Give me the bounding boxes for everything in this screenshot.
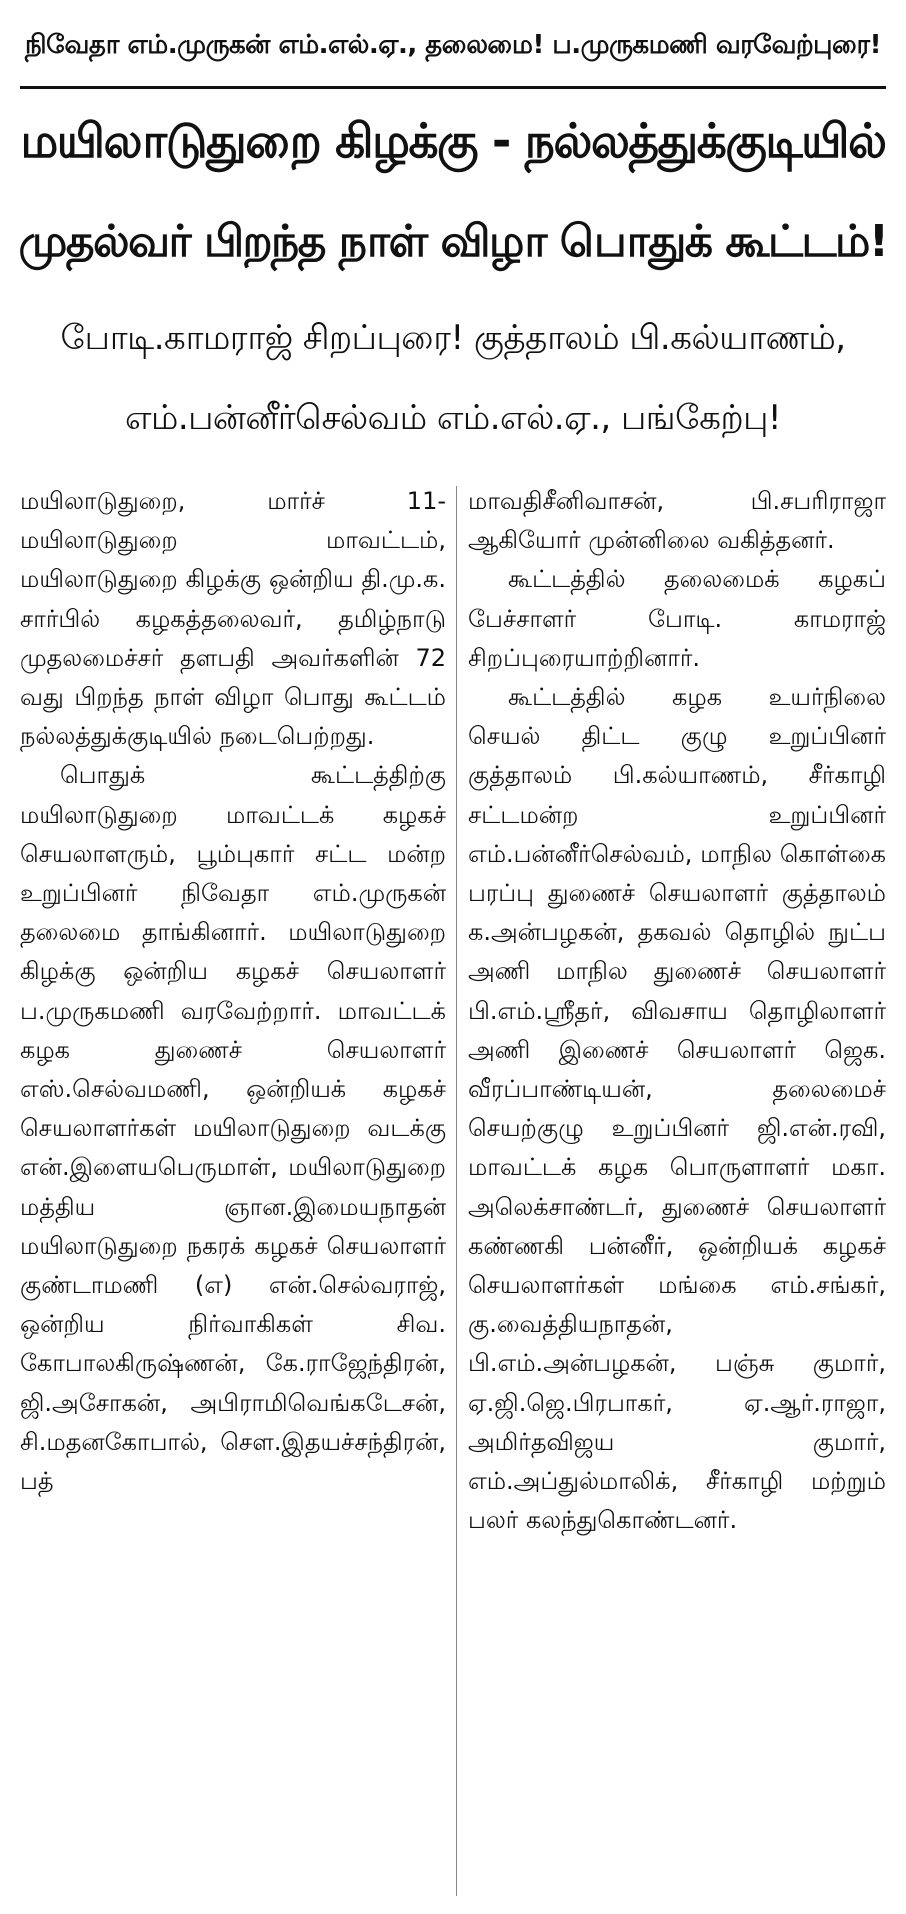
article-column-left [20, 482, 446, 1902]
subhead-line-1: போடி.காமராஜ் சிறப்புரை! குத்தாலம் பி.கல்யாணம், [60, 318, 846, 358]
article-paragraph: மாவதிசீனிவாசன், பி.சபரிராஜா ஆகியோர் முன்னிலை வகித்தனர். [468, 487, 886, 555]
article-paragraph: கூட்டத்தில் கழக உயர்நிலை செயல் திட்ட குழு உறுப்பினர் குத்தாலம் பி.கல்யாணம், சீர்காழி சட்டமன்ற உறுப்பினர் எம்.பன்னீர்செல்வம், மாநில கொள்கை பரப்பு துணைச் செயலாளர் குத்தாலம் க.அன்பழகன், தகவல் தொழில் நுட்ப அணி மாநில துணைச் செயலாளர் பி.எம்.ஸ்ரீதர், விவசாய தொழிலாளர் அணி இணைச் செயலாளர் ஜெக. வீரப்பாண்டியன், தலைமைச் செயற்குழு உறுப்பினர் ஜி.என்.ரவி, மாவட்டக் கழக பொருளாளர் மகா. அலெக்சாண்டர், துணைச் செயலாளர் கண்ணகி பன்னீர், ஒன்றியக் கழகச் செயலாளர்கள் மங்கை எம்.சங்கர், கு.வைத்தியநாதன், பி.எம்.அன்பழகன், பஞ்சு குமார், ஏ.ஜி.ஜெ.பிரபாகர், ஏ.ஆர்.ராஜா, அமிர்தவிஜய குமார், எம்.அப்துல்மாலிக், சீர்காழி மற்றும் பலர் கலந்துகொண்டனர். [468, 683, 886, 1535]
top-rule [20, 86, 886, 89]
headline-line-1: மயிலாடுதுறை கிழக்கு - நல்லத்துக்குடியில் [20, 114, 886, 169]
subhead-line-2: எம்.பன்னீர்செல்வம் எம்.எல்.ஏ., பங்கேற்பு! [124, 398, 782, 438]
column-divider [456, 486, 457, 1896]
headline-line-2: முதல்வர் பிறந்த நாள் விழா பொதுக் கூட்டம்! [18, 216, 888, 267]
article-paragraph: மயிலாடுதுறை, மார்ச் 11- மயிலாடுதுறை மாவட்டம், மயிலாடுதுறை கிழக்கு ஒன்றிய தி.மு.க. சார்பில் கழகத்தலைவர், தமிழ்நாடு முதலமைச்சர் தளபதி அவர்களின் 72 வது பிறந்த நாள் விழா பொது கூட்டம் நல்லத்துக்குடியில் நடைபெற்றது. [20, 487, 446, 751]
article-paragraph: பொதுக் கூட்டத்திற்கு மயிலாடுதுறை மாவட்டக் கழகச் செயலாளரும், பூம்புகார் சட்ட மன்ற உறுப்பினர் நிவேதா எம்.முருகன் தலைமை தாங்கினார். மயிலாடுதுறை கிழக்கு ஒன்றிய கழகச் செயலாளர் ப.முருகமணி வரவேற்றார். மாவட்டக் கழக துணைச் செயலாளர் எஸ்.செல்வமணி, ஒன்றியக் கழகச் செயலாளர்கள் மயிலாடுதுறை வடக்கு என்.இளையபெருமாள், மயிலாடுதுறை மத்திய ஞான.இமையநாதன் மயிலாடுதுறை நகரக் கழகச் செயலாளர் குண்டாமணி (எ) என்.செல்வராஜ், ஒன்றிய நிர்வாகிகள் சிவ. கோபாலகிருஷ்ணன், கே.ராஜேந்திரன், ஜி.அசோகன், அபிராமிவெங்கடேசன், சி.மதனகோபால், சௌ.இதயச்சந்திரன், பத் [20, 761, 446, 1496]
article-column-right [468, 482, 886, 1902]
kicker-line: நிவேதா எம்.முருகன் எம்.எல்.ஏ., தலைமை! ப.முருகமணி வரவேற்புரை! [25, 30, 881, 60]
article-paragraph: கூட்டத்தில் தலைமைக் கழகப் பேச்சாளர் போடி. காமராஜ் சிறப்புரையாற்றினார். [468, 565, 886, 672]
